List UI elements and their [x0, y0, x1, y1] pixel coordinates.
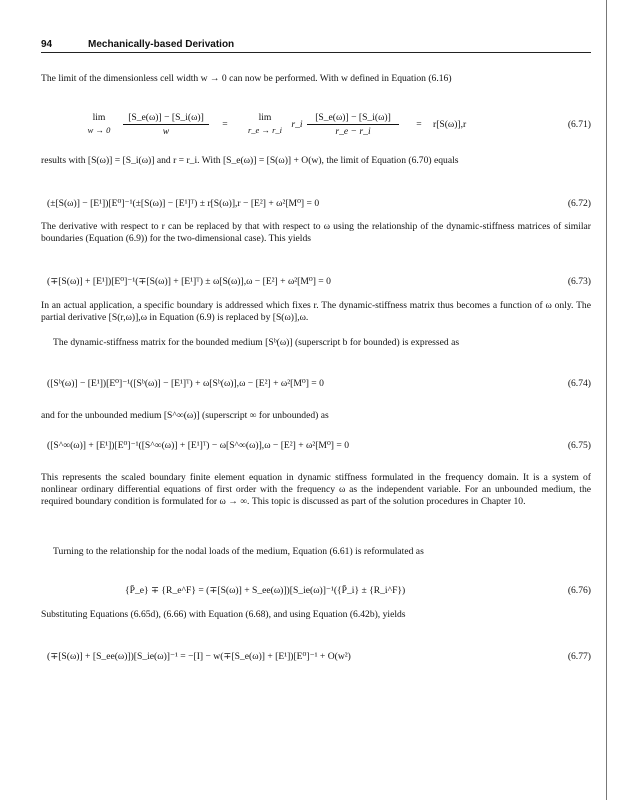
- equation-number: (6.75): [567, 440, 591, 451]
- page-edge-line: [606, 0, 607, 800]
- limit-1: [82, 112, 116, 135]
- page-number: 94: [41, 39, 53, 50]
- fraction-2-numerator: [S_e(ω)] − [S_i(ω)]: [315, 112, 391, 123]
- rhs-derivative: r[S(ω)],r: [433, 119, 467, 130]
- equation-number: (6.77): [567, 651, 591, 662]
- equation-6-75: [41, 437, 591, 457]
- limit-2-word: lim: [258, 112, 272, 123]
- equation-body: ([Sᵇ(ω)] − [E¹])[E⁰]⁻¹([Sᵇ(ω)] − [E¹]ᵀ) + ω[Sᵇ(ω)],ω − [E²] + ω²[M⁰] = 0: [47, 378, 324, 389]
- application-paragraph: In an actual application, a specific boundary is addressed which fixes r. The dynamic-stiffness matrix thus becomes a function of ω only. The partial derivative [S(r,ω)],ω in Equation (6.9) is replaced by [S(ω)],ω.: [41, 300, 591, 324]
- fraction-2-bar: [307, 124, 399, 125]
- turning-paragraph: Turning to the relationship for the nodal loads of the medium, Equation (6.61) is reformulated as: [53, 546, 424, 557]
- equation-body: (∓[S(ω)] + [S_ee(ω)])[S_ie(ω)]⁻¹ = −[I] − w(∓[S_e(ω)] + [E¹])[E⁰]⁻¹ + O(w²): [47, 651, 351, 662]
- equation-number: (6.74): [567, 378, 591, 389]
- results-paragraph: results with [S(ω)] = [S_i(ω)] and r = r_i. With [S_e(ω)] = [S(ω)] + O(w), the limit of Equation (6.70) equals: [41, 155, 459, 166]
- equation-body: ([S^∞(ω)] + [E¹])[E⁰]⁻¹([S^∞(ω)] + [E¹]ᵀ) − ω[S^∞(ω)],ω − [E²] + ω²[M⁰] = 0: [47, 440, 350, 451]
- intro-paragraph: The limit of the dimensionless cell width w → 0 can now be performed. With w defined in Equation (6.16): [41, 73, 452, 84]
- equation-body: {P̄_e} ∓ {R_e^F} = (∓[S(ω)] + S_ee(ω)])[S_ie(ω)]⁻¹({P̄_i} ± {R_i^F}): [125, 585, 406, 596]
- running-title: Mechanically-based Derivation: [88, 39, 235, 50]
- factor-ri: r_i: [291, 119, 303, 130]
- equation-6-76: [41, 582, 591, 602]
- limit-1-subscript: w → 0: [87, 125, 111, 135]
- substituting-paragraph: Substituting Equations (6.65d), (6.66) with Equation (6.68), and using Equation (6.42b), yields: [41, 609, 406, 620]
- equation-number: (6.76): [567, 585, 591, 596]
- equation-body: (±[S(ω)] − [E¹])[E⁰]⁻¹(±[S(ω)] − [E¹]ᵀ) ± r[S(ω)],r − [E²] + ω²[M⁰] = 0: [47, 198, 320, 209]
- equation-body: (∓[S(ω)] + [E¹])[E⁰]⁻¹(∓[S(ω)] + [E¹]ᵀ) ± ω[S(ω)],ω − [E²] + ω²[M⁰] = 0: [47, 276, 331, 287]
- equation-6-71: [41, 112, 591, 148]
- equals-1: =: [222, 119, 228, 130]
- derivative-paragraph: The derivative with respect to r can be replaced by that with respect to ω using the relationship of the dynamic-stiffness matrices of similar boundaries (Equation (6.9)) for the two-dimensional case). This yields: [41, 221, 591, 245]
- fraction-1-denominator: w: [162, 126, 170, 137]
- limit-1-word: lim: [92, 112, 106, 123]
- represents-paragraph: This represents the scaled boundary finite element equation in dynamic stiffness formulated in the frequency domain. It is a system of nonlinear ordinary differential equations of first order with the frequency ω as the independent variable. For an unbounded medium, the required boundary condition is formulated for ω → ∞. This topic is discussed as part of the solution procedures in Chapter 10.: [41, 472, 591, 508]
- equation-6-77: [41, 648, 591, 668]
- fraction-2-denominator: r_e − r_i: [335, 126, 371, 137]
- fraction-2: [307, 112, 399, 137]
- equation-6-72: [41, 195, 591, 215]
- limit-2-subscript: r_e → r_i: [248, 125, 282, 135]
- equation-6-74: [41, 375, 591, 395]
- equation-number: (6.72): [567, 198, 591, 209]
- limit-2: [241, 112, 289, 135]
- equals-2: =: [416, 119, 422, 130]
- fraction-1-numerator: [S_e(ω)] − [S_i(ω)]: [128, 112, 204, 123]
- equation-number: (6.73): [567, 276, 591, 287]
- fraction-1-bar: [123, 124, 209, 125]
- equation-6-73: [41, 273, 591, 293]
- unbounded-paragraph: and for the unbounded medium [S^∞(ω)] (superscript ∞ for unbounded) as: [41, 410, 329, 421]
- bounded-paragraph: The dynamic-stiffness matrix for the bounded medium [Sᵇ(ω)] (superscript b for bounded) is expressed as: [53, 337, 460, 348]
- fraction-1: [123, 112, 209, 137]
- equation-number: (6.71): [567, 119, 591, 130]
- header-rule: [41, 52, 591, 53]
- running-header: [41, 36, 591, 54]
